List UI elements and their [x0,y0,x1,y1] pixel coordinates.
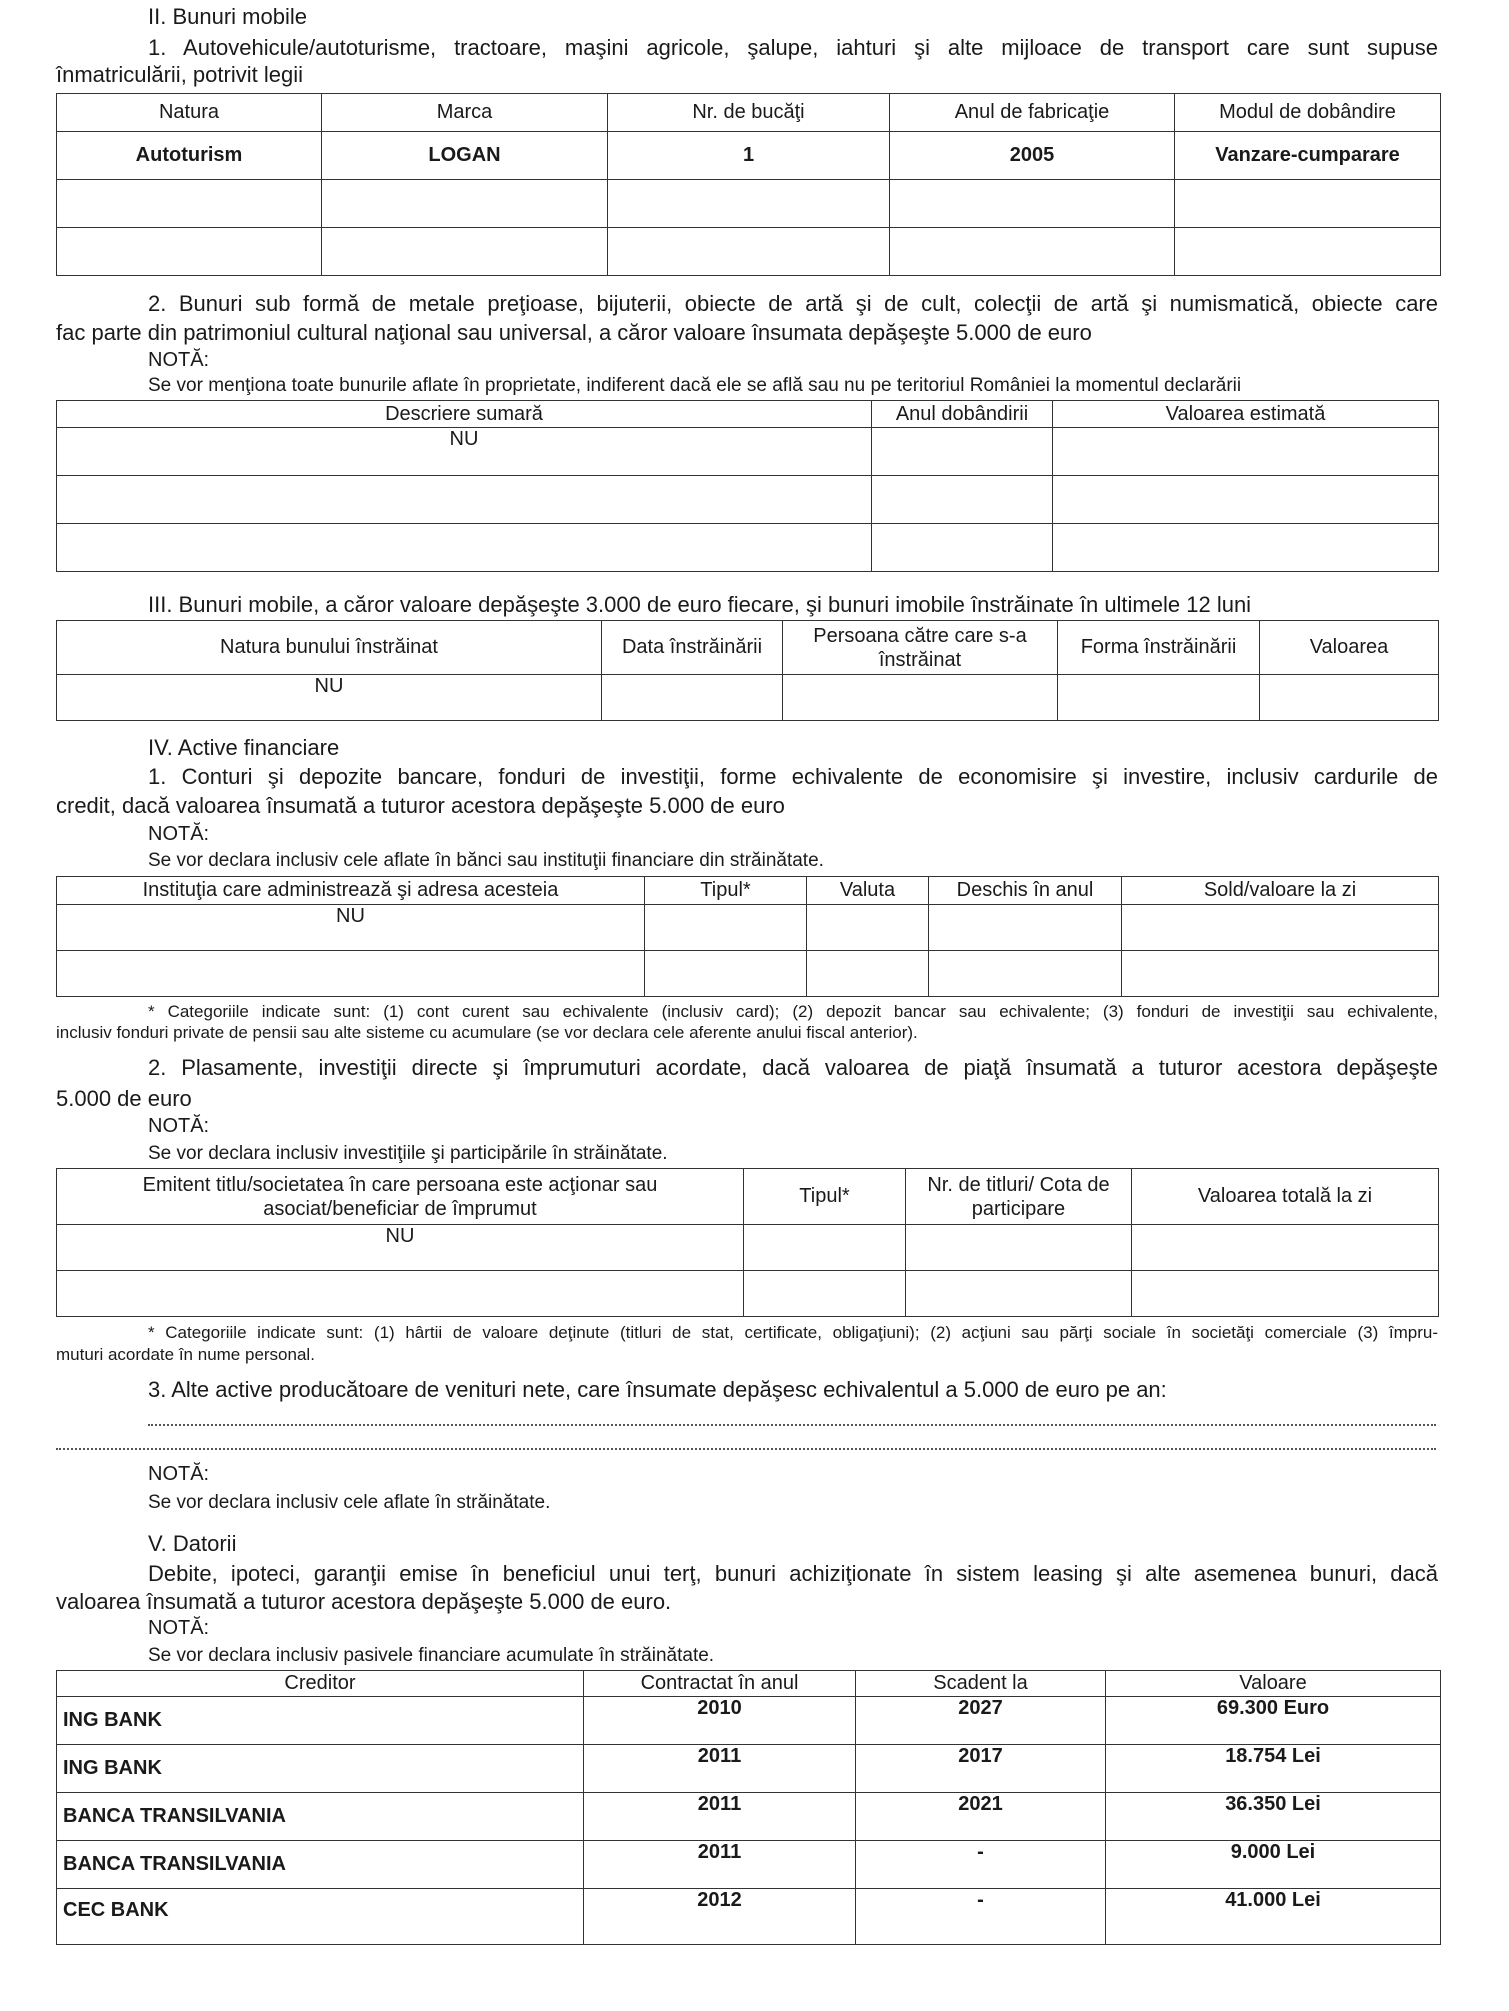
debt-valoare: 41.000 Lei [1106,1889,1441,1945]
accounts-header-sold: Sold/valoare la zi [1122,877,1439,905]
vehicles-header-an: Anul de fabricaţie [890,94,1175,132]
accounts-header-valuta: Valuta [807,877,929,905]
vehicles-header-mod: Modul de dobândire [1175,94,1441,132]
investments-header-titluri: Nr. de titluri/ Cota de participare [906,1169,1132,1225]
accounts-note: Se vor declara inclusiv cele aflate în bănci sau instituţii financiare din străinătate. [148,850,824,871]
debts-paragraph-line2: valoarea însumată a tuturor acestora depăşeşte 5.000 de euro. [56,1589,672,1614]
debt-scadent: 2017 [856,1745,1106,1793]
accounts-footnote-line1: * Categoriile indicate sunt: (1) cont curent sau echivalente (inclusiv card); (2) depozit bancar sau echivalente; (3) fonduri de investiţii sau echivalente, [148,1002,1438,1021]
nota-label: NOTĂ: [148,823,210,845]
investments-paragraph-line1: 2. Plasamente, investiţii directe şi împrumuturi acordate, dacă valoarea de piaţă însumată a tuturor acestora depăşeşte [148,1055,1438,1080]
table-row [57,675,1439,721]
investments-note: Se vor declara inclusiv investiţiile şi participările în străinătate. [148,1143,668,1164]
debt-creditor: BANCA TRANSILVANIA [57,1793,584,1841]
debts-header-valoare: Valoare [1106,1671,1441,1697]
accounts-nu: NU [57,905,645,951]
table-row [57,428,1439,476]
vehicle-natura: Autoturism [57,132,322,180]
valuables-table [56,400,1439,572]
debt-scadent: - [856,1889,1106,1945]
nota-label: NOTĂ: [148,1617,210,1639]
section-title-bunuri-mobile: II. Bunuri mobile [148,4,307,29]
table-row [57,1697,1441,1745]
nota-label: NOTĂ: [148,1463,210,1485]
valuables-paragraph-line2: fac parte din patrimoniul cultural naţional sau universal, a căror valoare însumata depăşeşte 5.000 de euro [56,320,1092,345]
dotted-fill-line [148,1424,1436,1426]
debt-creditor: BANCA TRANSILVANIA [57,1841,584,1889]
accounts-paragraph-line2: credit, dacă valoarea însumată a tuturor acestora depăşeşte 5.000 de euro [56,793,785,818]
table-row [57,1841,1441,1889]
table-row [57,476,1439,524]
alienated-header-natura: Natura bunului înstrăinat [57,621,602,675]
alienated-header-data: Data înstrăinării [602,621,783,675]
debt-valoare: 36.350 Lei [1106,1793,1441,1841]
debt-creditor: ING BANK [57,1745,584,1793]
debt-contractat: 2012 [584,1889,856,1945]
investments-header-tipul: Tipul* [744,1169,906,1225]
section-title-instrainate: III. Bunuri mobile, a căror valoare depăşeşte 3.000 de euro fiecare, şi bunuri imobile înstrăinate în ultimele 12 luni [148,592,1252,617]
debts-note: Se vor declara inclusiv pasivele financiare acumulate în străinătate. [148,1645,715,1666]
table-row [57,1225,1439,1271]
vehicles-paragraph-line1: 1. Autovehicule/autoturisme, tractoare, maşini agricole, şalupe, iahturi şi alte mijloace de transport care sunt supuse [148,35,1438,60]
valuables-nu: NU [57,428,872,476]
debt-contractat: 2011 [584,1745,856,1793]
table-row [57,228,1441,276]
table-row [57,524,1439,572]
table-row [57,905,1439,951]
accounts-paragraph-line1: 1. Conturi şi depozite bancare, fonduri de investiţii, forme echivalente de economisire şi investire, inclusiv cardurile de [148,764,1438,789]
table-row [57,1745,1441,1793]
debts-paragraph-line1: Debite, ipoteci, garanţii emise în beneficiul unui terţ, bunuri achiziţionate în sistem leasing şi alte asemenea bunuri, dacă [148,1561,1438,1586]
nota-label: NOTĂ: [148,349,210,371]
valuables-header-descriere: Descriere sumară [57,401,872,428]
vehicles-paragraph-line2: înmatriculării, potrivit legii [56,62,303,87]
table-row [57,1889,1441,1945]
table-row [57,132,1441,180]
debts-table [56,1670,1441,1945]
debt-scadent: - [856,1841,1106,1889]
other-assets-note: Se vor declara inclusiv cele aflate în străinătate. [148,1492,551,1513]
debts-header-scadent: Scadent la [856,1671,1106,1697]
accounts-header-tipul: Tipul* [645,877,807,905]
debt-scadent: 2021 [856,1793,1106,1841]
vehicle-mod: Vanzare-cumparare [1175,132,1441,180]
vehicles-header-bucati: Nr. de bucăţi [608,94,890,132]
accounts-header-institutia: Instituţia care administrează şi adresa acesteia [57,877,645,905]
section-title-datorii: V. Datorii [148,1531,237,1556]
investments-header-valoarea: Valoarea totală la zi [1132,1169,1439,1225]
valuables-header-valoare: Valoarea estimată [1053,401,1439,428]
table-row [57,1271,1439,1317]
table-row [57,951,1439,997]
investments-paragraph-line2: 5.000 de euro [56,1086,192,1111]
debt-valoare: 69.300 Euro [1106,1697,1441,1745]
investments-nu: NU [57,1225,744,1271]
accounts-table [56,876,1439,997]
table-row [57,180,1441,228]
debt-contractat: 2011 [584,1841,856,1889]
section-title-active-financiare: IV. Active financiare [148,735,340,760]
alienated-nu: NU [57,675,602,721]
debt-creditor: CEC BANK [57,1889,584,1945]
nota-label: NOTĂ: [148,1115,210,1137]
debt-valoare: 18.754 Lei [1106,1745,1441,1793]
investments-table [56,1168,1439,1317]
alienated-table [56,620,1439,721]
vehicles-header-natura: Natura [57,94,322,132]
debt-contractat: 2010 [584,1697,856,1745]
other-assets-paragraph: 3. Alte active producătoare de venituri nete, care însumate depăşesc echivalentul a 5.000 de euro pe an: [148,1377,1167,1402]
investments-footnote-line1: * Categoriile indicate sunt: (1) hârtii de valoare deţinute (titluri de stat, certificate, obligaţiuni); (2) acţiuni sau părţi sociale în societăţi comerciale (3) împru- [148,1323,1438,1342]
valuables-header-an: Anul dobândirii [872,401,1053,428]
investments-footnote-line2: muturi acordate în nume personal. [56,1345,315,1364]
debt-valoare: 9.000 Lei [1106,1841,1441,1889]
accounts-footnote-line2: inclusiv fonduri private de pensii sau alte sisteme cu acumulare (se vor declara cele aferente anului fiscal anterior). [56,1023,918,1042]
debt-contractat: 2011 [584,1793,856,1841]
alienated-header-persoana: Persoana către care s-a înstrăinat [783,621,1058,675]
debts-header-contractat: Contractat în anul [584,1671,856,1697]
debts-header-creditor: Creditor [57,1671,584,1697]
vehicle-marca: LOGAN [322,132,608,180]
dotted-fill-line [56,1448,1436,1450]
debt-creditor: ING BANK [57,1697,584,1745]
vehicles-table [56,93,1441,276]
alienated-header-forma: Forma înstrăinării [1058,621,1260,675]
table-row [57,1793,1441,1841]
accounts-header-deschis: Deschis în anul [929,877,1122,905]
debt-scadent: 2027 [856,1697,1106,1745]
investments-header-emitent: Emitent titlu/societatea în care persoana este acţionar sau asociat/beneficiar de împrumut [57,1169,744,1225]
vehicle-an: 2005 [890,132,1175,180]
valuables-paragraph-line1: 2. Bunuri sub formă de metale preţioase, bijuterii, obiecte de artă şi de cult, colecţii de artă şi numismatică, obiecte care [148,291,1438,316]
vehicle-bucati: 1 [608,132,890,180]
vehicles-header-marca: Marca [322,94,608,132]
valuables-note: Se vor menţiona toate bunurile aflate în proprietate, indiferent dacă ele se află sau nu pe teritoriul României la momentul declarării [148,375,1242,396]
alienated-header-valoarea: Valoarea [1260,621,1439,675]
